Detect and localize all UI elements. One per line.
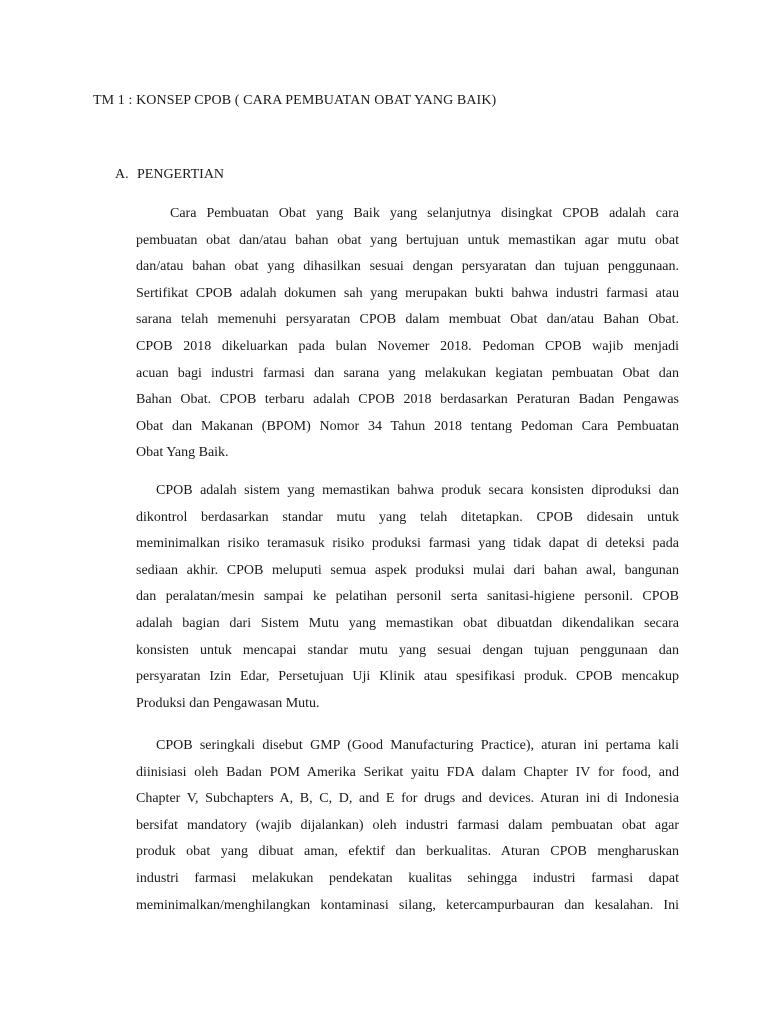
paragraph-line: persyaratan Izin Edar, Persetujuan Uji Klinik atau spesifikasi produk. CPOB mencakup — [136, 669, 679, 685]
section-heading — [115, 167, 224, 183]
section-heading-text: PENGERTIAN — [137, 167, 225, 182]
paragraph-line: acuan bagi industri farmasi dan sarana yang melakukan kegiatan pembuatan Obat dan — [136, 365, 679, 381]
section-marker: A. — [115, 167, 129, 182]
paragraph-line: Obat dan Makanan (BPOM) Nomor 34 Tahun 2018 tentang Pedoman Cara Pembuatan — [136, 418, 679, 434]
paragraph-line: Sertifikat CPOB adalah dokumen sah yang merupakan bukti bahwa industri farmasi atau — [136, 285, 679, 301]
paragraph-line: Chapter V, Subchapters A, B, C, D, and E for drugs and devices. Aturan ini di Indonesia — [136, 791, 679, 807]
paragraph-line: Cara Pembuatan Obat yang Baik yang selanjutnya disingkat CPOB adalah cara — [170, 206, 679, 221]
paragraph-line: konsisten untuk mencapai standar mutu yang sesuai dengan tujuan penggunaan dan — [136, 642, 679, 658]
paragraph-line: bersifat mandatory (wajib dijalankan) oleh industri farmasi dalam pembuatan obat agar — [136, 817, 679, 833]
paragraph-line: dan/atau bahan obat yang dihasilkan sesuai dengan persyaratan dan tujuan penggunaan. — [136, 259, 679, 275]
paragraph-line: CPOB adalah sistem yang memastikan bahwa produk secara konsisten diproduksi dan — [156, 483, 679, 498]
paragraph-2 — [136, 478, 679, 717]
paragraph-line: dikontrol berdasarkan standar mutu yang telah ditetapkan. CPOB didesain untuk — [136, 509, 679, 525]
paragraph-line: sediaan akhir. CPOB meluputi semua aspek produksi mulai dari bahan awal, bangunan — [136, 562, 679, 578]
paragraph-line: pembuatan obat dan/atau bahan obat yang bertujuan untuk memastikan agar mutu obat — [136, 232, 679, 248]
paragraph-line: CPOB seringkali disebut GMP (Good Manufacturing Practice), aturan ini pertama kali — [156, 738, 679, 753]
paragraph-line: meminimalkan risiko teramasuk risiko produksi farmasi yang tidak dapat di deteksi pada — [136, 536, 679, 552]
document-title: TM 1 : KONSEP CPOB ( CARA PEMBUATAN OBAT YANG BAIK) — [93, 93, 497, 108]
paragraph-line: industri farmasi melakukan pendekatan kualitas sehingga industri farmasi dapat — [136, 870, 679, 886]
paragraph-line: Produksi dan Pengawasan Mutu. — [136, 695, 320, 711]
paragraph-3 — [136, 733, 679, 919]
paragraph-line: diinisiasi oleh Badan POM Amerika Serikat yaitu FDA dalam Chapter IV for food, and — [136, 764, 679, 780]
paragraph-line: adalah bagian dari Sistem Mutu yang memastikan obat dibuatdan dikendalikan secara — [136, 615, 679, 631]
paragraph-line: produk obat yang dibuat aman, efektif dan berkualitas. Aturan CPOB mengharuskan — [136, 844, 679, 860]
paragraph-line: Obat Yang Baik. — [136, 445, 229, 461]
paragraph-line: meminimalkan/menghilangkan kontaminasi silang, ketercampurbauran dan kesalahan. Ini — [136, 897, 679, 913]
paragraph-line: Bahan Obat. CPOB terbaru adalah CPOB 2018 berdasarkan Peraturan Badan Pengawas — [136, 392, 679, 408]
paragraph-line: sarana telah memenuhi persyaratan CPOB dalam membuat Obat dan/atau Bahan Obat. — [136, 312, 679, 328]
paragraph-1 — [136, 201, 679, 467]
paragraph-line: CPOB 2018 dikeluarkan pada bulan Novemer 2018. Pedoman CPOB wajib menjadi — [136, 338, 679, 354]
paragraph-line: dan peralatan/mesin sampai ke pelatihan personil serta sanitasi-higiene personil. CPOB — [136, 589, 679, 605]
